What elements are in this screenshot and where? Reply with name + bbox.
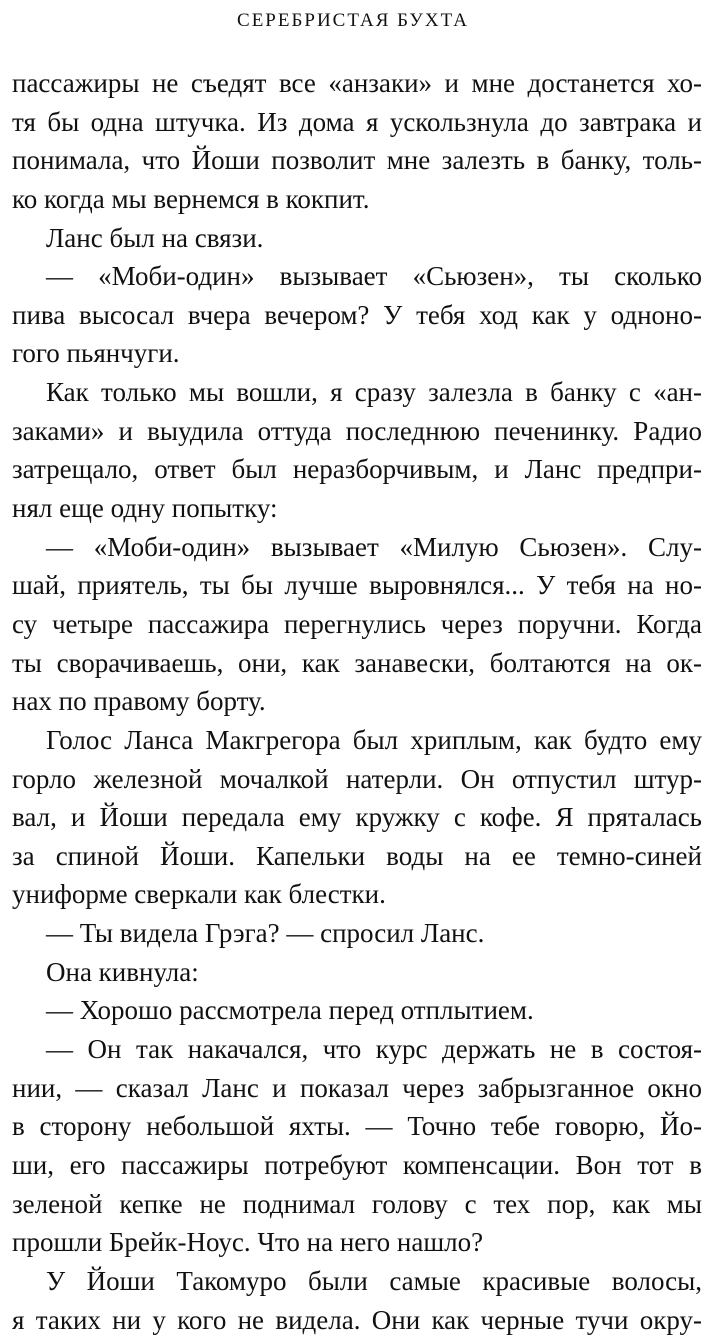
text-line: понимала, что Йоши позволит мне залезть в банку, толь-	[12, 141, 702, 180]
text-line: ко когда мы вернемся в кокпит.	[12, 180, 702, 219]
text-line: нах по правому борту.	[12, 682, 702, 721]
text-line: нии, — сказал Ланс и показал через забрызганное окно	[12, 1069, 702, 1108]
text-line: гого пьянчуги.	[12, 334, 702, 373]
text-line: ты сворачиваешь, они, как занавески, болтаются на ок-	[12, 644, 702, 683]
text-line: ши, его пассажиры потребуют компенсации. Вон тот в	[12, 1146, 702, 1185]
text-line: Голос Ланса Макгрегора был хриплым, как будто ему	[12, 721, 702, 760]
text-line: заками» и выудила оттуда последнюю печенинку. Радио	[12, 412, 702, 451]
text-line: тя бы одна штучка. Из дома я ускользнула до завтрака и	[12, 103, 702, 142]
text-line: пассажиры не съедят все «анзаки» и мне достанется хо-	[12, 64, 702, 103]
text-line: У Йоши Такомуро были самые красивые волосы,	[12, 1262, 702, 1301]
text-line: — Он так накачался, что курс держать не в состоя-	[12, 1030, 702, 1069]
text-line: — Хорошо рассмотрела перед отплытием.	[12, 991, 702, 1030]
text-line: затрещало, ответ был неразборчивым, и Ланс предпри-	[12, 450, 702, 489]
text-line: нял еще одну попытку:	[12, 489, 702, 528]
text-line: — «Моби-один» вызывает «Сьюзен», ты сколько	[12, 257, 702, 296]
text-line: шай, приятель, ты бы лучше выровнялся... У тебя на но-	[12, 566, 702, 605]
text-line: зеленой кепке не поднимал голову с тех пор, как мы	[12, 1185, 702, 1224]
running-header: СЕРЕБРИСТАЯ БУХТА	[0, 6, 706, 36]
text-line: вал, и Йоши передала ему кружку с кофе. Я пряталась	[12, 798, 702, 837]
text-line: — Ты видела Грэга? — спросил Ланс.	[12, 914, 702, 953]
text-line: за спиной Йоши. Капельки воды на ее темно-синей	[12, 837, 702, 876]
text-line: Она кивнула:	[12, 953, 702, 992]
text-line: в сторону небольшой яхты. — Точно тебе говорю, Йо-	[12, 1107, 702, 1146]
text-line: я таких ни у кого не видела. Они как черные тучи окру-	[12, 1301, 702, 1339]
text-line: су четыре пассажира перегнулись через поручни. Когда	[12, 605, 702, 644]
body-text	[12, 64, 702, 1339]
text-line: — «Моби-один» вызывает «Милую Сьюзен». Слу-	[12, 528, 702, 567]
text-line: униформе сверкали как блестки.	[12, 875, 702, 914]
text-line: горло железной мочалкой натерли. Он отпустил штур-	[12, 760, 702, 799]
text-line: прошли Брейк-Ноус. Что на него нашло?	[12, 1223, 702, 1262]
text-line: Ланс был на связи.	[12, 219, 702, 258]
text-line: пива высосал вчера вечером? У тебя ход как у одноно-	[12, 296, 702, 335]
text-line: Как только мы вошли, я сразу залезла в банку с «ан-	[12, 373, 702, 412]
